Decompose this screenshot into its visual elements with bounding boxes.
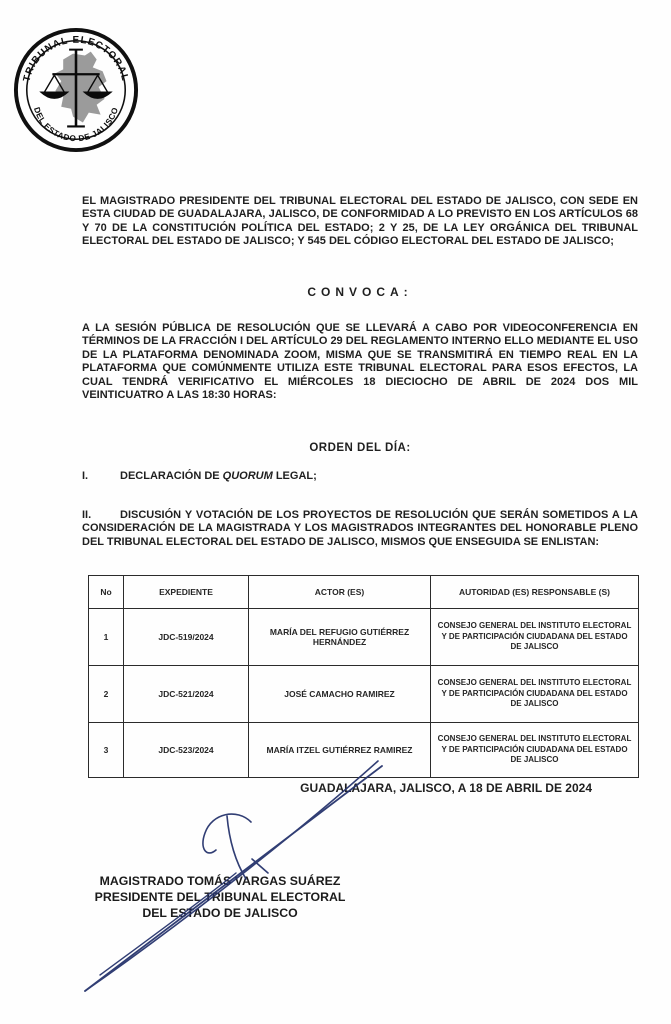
cell-autoridad: CONSEJO GENERAL DEL INSTITUTO ELECTORAL Y DE PARTICIPACIÓN CIUDADANA DEL ESTADO DE JALISCO — [431, 723, 639, 778]
header-actor: ACTOR (ES) — [249, 576, 431, 609]
cell-autoridad: CONSEJO GENERAL DEL INSTITUTO ELECTORAL Y DE PARTICIPACIÓN CIUDADANA DEL ESTADO DE JALISCO — [431, 666, 639, 723]
session-bold-videoconferencia: VIDEOCONFERENCIA — [502, 322, 618, 334]
header-autoridad: AUTORIDAD (ES) RESPONSABLE (S) — [431, 576, 639, 609]
seal-top-text: TRIBUNAL ELECTORAL — [21, 34, 131, 83]
orden-del-dia-heading: ORDEN DEL DÍA: — [309, 442, 411, 454]
signatory-title-1: PRESIDENTE DEL TRIBUNAL ELECTORAL — [94, 890, 346, 904]
cell-actor: MARÍA ITZEL GUTIÉRREZ RAMIREZ — [249, 723, 431, 778]
header-expediente: EXPEDIENTE — [124, 576, 249, 609]
cell-expediente: JDC-519/2024 — [124, 609, 249, 666]
table-row — [89, 609, 639, 666]
session-paragraph — [82, 322, 638, 402]
table-row — [89, 666, 639, 723]
intro-paragraph: EL MAGISTRADO PRESIDENTE DEL TRIBUNAL ELECTORAL DEL ESTADO DE JALISCO, CON SEDE EN ESTA CIUDAD DE GUADALAJARA, JALISCO, DE CONFORMIDAD A LO PREVISTO EN LOS ARTÍCULOS 68 Y 70 DE LA CONSTITUCIÓN POLÍTICA DEL ESTADO; 2 Y 25, DE LA LEY ORGÁNICA DEL TRIBUNAL ELECTORAL DEL ESTADO DE JALISCO; Y 545 DEL CÓDIGO ELECTORAL DEL ESTADO DE JALISCO; — [82, 195, 638, 248]
cases-table — [88, 575, 639, 778]
cell-expediente: JDC-523/2024 — [124, 723, 249, 778]
convoca-heading: CONVOCA: — [307, 285, 413, 299]
cell-no: 1 — [89, 609, 124, 666]
session-bold-date: MIÉRCOLES 18 DIECIOCHO DE ABRIL DE 2024 DOS MIL VEINTICUATRO A LAS 18:30 HORAS: — [82, 375, 638, 402]
seal-icon — [12, 26, 140, 154]
cell-expediente: JDC-521/2024 — [124, 666, 249, 723]
cell-actor: JOSÉ CAMACHO RAMIREZ — [249, 666, 431, 723]
dateline: GUADALAJARA, JALISCO, A 18 DE ABRIL DE 2024 — [300, 781, 592, 795]
agenda-item-1-numeral: I. — [82, 470, 89, 482]
agenda-item-2-numeral: II. — [82, 509, 92, 521]
cell-no: 2 — [89, 666, 124, 723]
table-header-row — [89, 576, 639, 609]
session-mid: EN TÉRMINOS DE LA FRACCIÓN I DEL ARTÍCULO 29 DEL REGLAMENTO INTERNO ELLO MEDIANTE EL USO DE LA PLATAFORMA DENOMINADA ZOOM, MISMA QUE SE TRANSMITIRÁ EN TIEMPO REAL EN LA PLATAFORMA QUE COMÚNMENTE UTILIZA ESTE TRIBUNAL ELECTORAL PARA ESOS EFECTOS, LA CUAL TENDRÁ VERIFICATIVO EL — [82, 322, 638, 388]
table-row — [89, 723, 639, 778]
seal-bottom-text: DEL ESTADO DE JALISCO — [31, 106, 121, 144]
tribunal-seal-logo — [12, 26, 140, 154]
jalisco-map-shape — [55, 52, 106, 123]
agenda-item-1-quorum: QUORUM — [222, 470, 273, 482]
cell-no: 3 — [89, 723, 124, 778]
signatory-name: MAGISTRADO TOMÁS VARGAS SUÁREZ — [99, 874, 341, 888]
header-no: No — [89, 576, 124, 609]
scales-icon — [41, 50, 112, 128]
agenda-item-2-text: DISCUSIÓN Y VOTACIÓN DE LOS PROYECTOS DE RESOLUCIÓN QUE SERÁN SOMETIDOS A LA CONSIDERACIÓN DE LA MAGISTRADA Y LOS MAGISTRADOS INTEGRANTES DEL HONORABLE PLENO DEL TRIBUNAL ELECTORAL DEL ESTADO DE JALISCO, MISMOS QUE ENSEGUIDA SE ENLISTAN: — [82, 509, 638, 548]
signatory-block — [80, 873, 360, 921]
agenda-item-2 — [82, 509, 638, 549]
agenda-item-1-post: LEGAL; — [272, 470, 317, 482]
signatory-title-2: DEL ESTADO DE JALISCO — [142, 906, 298, 920]
cell-autoridad: CONSEJO GENERAL DEL INSTITUTO ELECTORAL Y DE PARTICIPACIÓN CIUDADANA DEL ESTADO DE JALISCO — [431, 609, 639, 666]
agenda-item-1 — [82, 470, 638, 482]
cell-actor: MARÍA DEL REFUGIO GUTIÉRREZ HERNÁNDEZ — [249, 609, 431, 666]
session-lead: A LA SESIÓN PÚBLICA DE RESOLUCIÓN QUE SE LLEVARÁ A CABO POR — [82, 322, 503, 334]
agenda-item-1-pre: DECLARACIÓN DE — [120, 470, 223, 482]
